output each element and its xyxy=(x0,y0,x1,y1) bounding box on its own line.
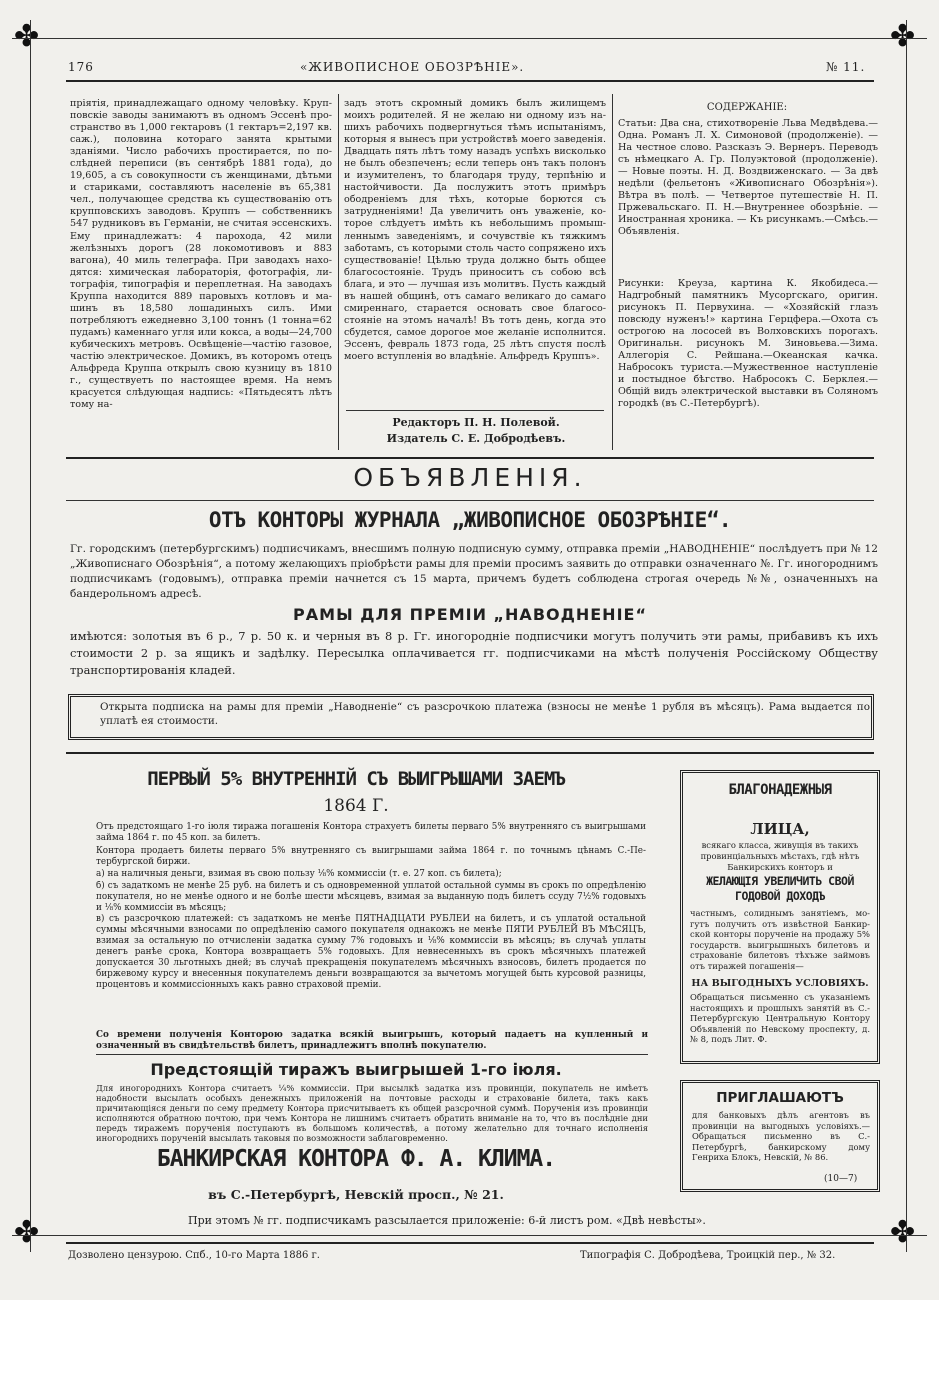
supplement-line: При этомъ № гг. подписчикамъ разсылается приложеніе: 6-й листъ ром. «Двѣ невѣсты». xyxy=(188,1214,706,1227)
section-rule xyxy=(66,752,874,754)
issue-number: № 11. xyxy=(826,60,866,74)
column-divider xyxy=(612,94,613,450)
loan-year: 1864 Г. xyxy=(323,796,389,816)
journal-title: «ЖИВОПИСНОЕ ОБОЗРѢНІЕ». xyxy=(300,60,525,74)
office-text: Гг. городскимъ (петербургскимъ) подписчикамъ, внесшимъ полную подписную сумму, отправка преміи „НАВОДНЕНІЕ“ послѣдуетъ при № 12 „Живописнаго Обозрѣнія“, а потому желающихъ пріобрѣсти рамы для преміи просимъ заявить до отправки означеннаго №. Гг. иногороднимъ подписчикамъ (годовымъ), отправка преміи начнется съ 15 марта, причемъ будетъ соблюдена строгая очередь №№, означенныхъ на бандерольномъ адресѣ. xyxy=(70,543,878,600)
loan-option-a: а) на наличныя деньги, взимая въ свою пользу ⅛% коммиссіи (т. е. 27 коп. съ билета); xyxy=(96,869,502,879)
loan-p1: Отъ предстоящаго 1-го іюля тиража погашенія Контора страхуетъ билеты перваго 5% внутренняго съ выигрышами займа 1864 г. по 45 коп. за билетъ. xyxy=(96,822,646,843)
office-title: ОТЪ КОНТОРЫ ЖУРНАЛА „ЖИВОПИСНОЕ ОБОЗРѢНІЕ“. xyxy=(208,508,732,532)
ads-heading: ОБЪЯВЛЕНІЯ. xyxy=(353,463,587,492)
article-column-1: пріятія, принадлежащаго одному человѣку. Крупповскіе заводы занимаютъ въ одномъ Эссенѣ пространство въ 1,000 гектаровъ (1 гектаръ=2,197 кв. саж.), половина котораго занята крытыми зданіями. Число рабочихъ простирается, по послѣдней переписи (въ сентябрѣ 1881 года), до 19,605, а съ совокупности съ женщинами, дѣтьми и стариками, составляютъ населеніе въ 65,381 чел., получающее средства къ существованію отъ крупповскихъ заводовъ. Круппъ — собственникъ 547 рудниковъ въ Германіи, не считая эссенскихъ. Ему принадлежатъ: 4 парохода, 42 мили желѣзныхъ дорогъ (28 локомотивовъ и 883 вагона), 40 миль телеграфа. При заводахъ находятся: химическая лабораторія, фотографія, литографія, типографія и переплетная. На заводахъ Круппа находится 889 паровыхъ котловъ и машинъ въ 18,580 лошадиныхъ силъ. Ими потребляютъ ежедневно 3,100 тоннъ (1 тонна=62 пудамъ) каменнаго угля или кокса, а воды—24,700 кубическихъ метровъ. Освѣщеніе—частію газовое, частію электрическое. Домикъ, въ которомъ отецъ Альфреда Круппа открылъ свою кузницу въ 1810 г., существуетъ по настоящее время. На немъ красуется слѣдующая надпись: «Пятьдесятъ лѣтъ тому на- xyxy=(70,98,332,411)
printer-line: Типографія С. Добродѣева, Троицкій пер., № 32. xyxy=(580,1250,836,1261)
frame-left-rule xyxy=(30,20,31,1252)
publisher-line: Издатель С. Е. Добродѣевъ. xyxy=(386,432,566,445)
frames-title: РАМЫ ДЛЯ ПРЕМІИ „НАВОДНЕНІЕ“ xyxy=(293,605,647,624)
reliable-subtitle: ЛИЦА, xyxy=(750,820,810,838)
contents-title: СОДЕРЖАНІЕ: xyxy=(706,102,788,113)
bank-name: БАНКИРСКАЯ КОНТОРА Ф. А. КЛИМА. xyxy=(156,1146,556,1172)
section-rule xyxy=(66,457,874,459)
ornament-icon: ✤ xyxy=(14,1215,40,1250)
reliable-title-2: ЖЕЛАЮЩІЯ УВЕЛИЧИТЬ СВОЙ ГОДОВОЙ ДОХОДЪ xyxy=(706,874,854,903)
reliable-text-3: Обращаться письменно съ указаніемъ настоящихъ и прошлыхъ занятій въ С.-Петербургскую Центральную Контору Объявленій по Невскому проспекту, д. № 8, подъ Лит. Ф. xyxy=(690,992,870,1045)
loan-option-b: б) съ задаткомъ не менѣе 25 руб. на билетъ и съ одновременной уплатой остальной суммы въ срокъ по опредѣленію покупателя, но не менѣе одного и не болѣе шести мѣсяцевъ, взимая за выданную подъ билетъ ссуду 7½% годовыхъ и ⅛% коммиссіи въ мѣсяцъ; xyxy=(96,881,646,913)
article-column-2: задъ этотъ скромный домикъ былъ жилищемъ моихъ родителей. Я не желаю ни одному изъ нашихъ рабочихъ подвергнуться тѣмъ испытаніямъ, которыя я вынесъ при устройствѣ моего заведенія. Двадцать пять лѣтъ тому назадъ успѣхъ висколько не былъ обезпеченъ; если теперь онъ такъ полонъ и изумителенъ, то благодаря труду, терпѣнію и настойчивости. Да послужитъ этотъ примѣръ ободреніемъ для тѣхъ, которые борются съ затрудненіями! Да увеличитъ онъ уваженіе, которое слѣдуетъ имѣть къ небольшимъ промышленнымъ заведеніямъ, и сочувствіе къ тяжкимъ заботамъ, съ которыми столь часто сопряжено ихъ существованіе! Цѣлью труда должно быть общее благосостояніе. Трудъ приноситъ съ собою всѣ блага, и это — лучшая изъ молитвъ. Пусть каждый въ нашей общинѣ, отъ самаго великаго до самаго смиреннаго, старается основать свое благосостояніе на этомъ началѣ! Въ тотъ день, когда это сбудется, самое дорогое мое желаніе исполнится. Эссенъ, февраль 1873 года, 25 лѣтъ спустя послѣ моего вступленія во владѣніе. Альфредъ Круппъ». xyxy=(344,98,606,362)
frame-bottom-rule xyxy=(12,1235,927,1236)
editor-line: Редакторъ П. Н. Полевой. xyxy=(392,416,560,429)
installment-text: Открыта подписка на рамы для преміи „Наводненіе“ съ разсрочкою платежа (взносы не менѣе 1 рубля въ мѣсяцъ). Рама выдается по уплатѣ ея стоимости. xyxy=(100,701,870,727)
invite-text: для банковыхъ дѣлъ агентовъ въ провинціи на выгодныхъ условіяхъ.—Обращаться письменно въ С.-Петербургѣ, банкирскому дому Генриха Блокъ, Невскій, № 86. xyxy=(692,1110,870,1163)
ornament-icon: ✤ xyxy=(890,1215,916,1250)
contents-pictures: Рисунки: Креуза, картина К. Якобидеса.—Надгробный памятникъ Мусоргскаго, оригин. рисунокъ П. Первухина. — «Хозяйскій глазъ повсюду нуженъ!» картина Герцфера.—Охота съ острогою на лососей въ Волховскихъ порогахъ. Оригинальн. рисунокъ М. Зиновьева.—Зима. Аллегорія С. Рейшана.—Океанская качка. Набросокъ туриста.—Мужественное наступленіе и постыдное бѣгство. Набросокъ С. Берклея.—Общій видъ электрической выставки въ Соляномъ городкѣ (въ С.-Петербургѣ). xyxy=(618,278,878,410)
reliable-text-1: всякаго класса, живущія въ такихъ провинціальныхъ мѣстахъ, гдѣ нѣтъ Банкирскихъ конторъ и xyxy=(700,840,860,872)
loan-p2: Контора продаетъ билеты перваго 5% внутренняго съ выигрышами займа 1864 г. по точнымъ цѣнамъ С.-Петербургской биржи. xyxy=(96,846,646,867)
reliable-text-2: частнымъ, солиднымъ занятіемъ, могутъ получить отъ извѣстной Банкирской конторы порученіе на продажу 5% государств. выигрышныхъ билетовъ и страхованіе билетовъ тѣхъже займовъ отъ тиражей погашенія— xyxy=(690,908,870,971)
loan-note: Со времени полученія Конторою задатка всякій выигрышъ, который падаетъ на купленный и означенный въ свидѣтельствѣ билетъ, принадлежитъ вполнѣ покупателю. xyxy=(96,1030,648,1051)
draw-title: Предстоящій тиражъ выигрышей 1-го іюля. xyxy=(150,1060,562,1079)
header-rule xyxy=(66,80,874,82)
reliable-conditions: НА ВЫГОДНЫХЪ УСЛОВІЯХЪ. xyxy=(691,978,869,989)
footer-rule xyxy=(66,1242,874,1244)
loan-rule xyxy=(96,1054,648,1055)
frames-text: имѣются: золотыя въ 6 р., 7 р. 50 к. и черныя въ 8 р. Гг. иногородніе подписчики могутъ получить эти рамы, прибавивъ къ ихъ стоимости 2 р. за ящикъ и задѣлку. Пересылка оплачивается гг. подписчиками на мѣстѣ полученія Россійскому Обществу транспортированія кладей. xyxy=(70,629,878,677)
draw-text: Для иногороднихъ Контора считаетъ ¼% коммиссіи. При высылкѣ задатка изъ провинціи, покупатель не имѣетъ надобности высылать особыхъ денежныхъ приложеній на почтовые расходы и страхованіе билета, такъ какъ причитающіяся деньги по сему предмету Контора присчитываетъ къ общей разсрочной суммѣ. Порученія изъ провинціи исполняются обратною почтою, при чемъ Контора не лишнимъ считаетъ обратить вниманіе на то, что въ послѣдніе дни передъ тиражемъ порученія поступаютъ въ большомъ количествѣ, а потому желательно для точнаго исполненія иногороднихъ порученій высылать таковыя по возможности заблаговременно. xyxy=(96,1083,648,1143)
editor-rule xyxy=(346,410,604,411)
contents-articles: Статьи: Два сна, стихотвореніе Льва Медвѣдева.—Одна. Романъ Л. Х. Симоновой (продолженіе). — На честное слово. Разсказъ Э. Вернеръ. Переводъ съ нѣмецкаго А. Гр. Полуэктовой (продолженіе). — Новые поэты. Н. Д. Воздвиженскаго. — За двѣ недѣли (фельетонъ «Живописнаго Обозрѣнія»). Вѣтра въ полѣ. — Четвертое путешествіе Н. П. Пржевальскаго. П. Н.—Внутреннее обозрѣніе. — Иностранная хроника. — Къ рисункамъ.—Смѣсь.—Объявленія. xyxy=(618,118,878,238)
ornament-icon: ✤ xyxy=(14,19,40,54)
ornament-icon: ✤ xyxy=(890,19,916,54)
invite-code: (10—7) xyxy=(824,1174,858,1184)
loan-title: ПЕРВЫЙ 5% ВНУТРЕННІЙ СЪ ВЫИГРЫШАМИ ЗАЕМЪ xyxy=(147,768,565,790)
bank-address: въ С.-Петербургѣ, Невскій просп., № 21. xyxy=(208,1187,504,1202)
page-number: 176 xyxy=(68,60,94,74)
frame-right-rule xyxy=(906,20,907,1252)
ads-rule xyxy=(66,500,874,501)
censor-line: Дозволено цензурою. Спб., 10-го Марта 1886 г. xyxy=(68,1250,320,1261)
column-divider xyxy=(338,94,339,450)
loan-option-c: в) съ разсрочкою платежей: съ задаткомъ не менѣе ПЯТНАДЦАТИ РУБЛЕЙ на билетъ, и съ уплатой остальной суммы мѣсячными взносами по опредѣленію самого покупателя однакожъ не менѣе ПЯТИ РУБЛЕЙ ВЪ МѢСЯЦЪ, взимая за остальную по отчисленіи задатка сумму 7% годовыхъ и ⅛% коммиссіи въ мѣсяцъ; въ случаѣ уплаты денегъ ранѣе срока, Контора возвращаетъ 5% годовыхъ. Для невнесенныхъ въ срокъ мѣсячныхъ платежей допускается 30 льготныхъ дней; въ случаѣ прекращенія покупателемъ мѣсячныхъ взносовъ, билетъ продается по биржевому курсу и внесенныя покупателемъ деньги возвращаются за вычетомъ могущей быть курсовой разницы, процентовъ и коммиссіонныхъ какъ равно страховой преміи. xyxy=(96,914,646,990)
reliable-title: БЛАГОНАДЕЖНЫЯ xyxy=(728,782,832,798)
frame-top-rule xyxy=(12,38,927,39)
invite-title: ПРИГЛАШАЮТЪ xyxy=(716,1090,844,1106)
